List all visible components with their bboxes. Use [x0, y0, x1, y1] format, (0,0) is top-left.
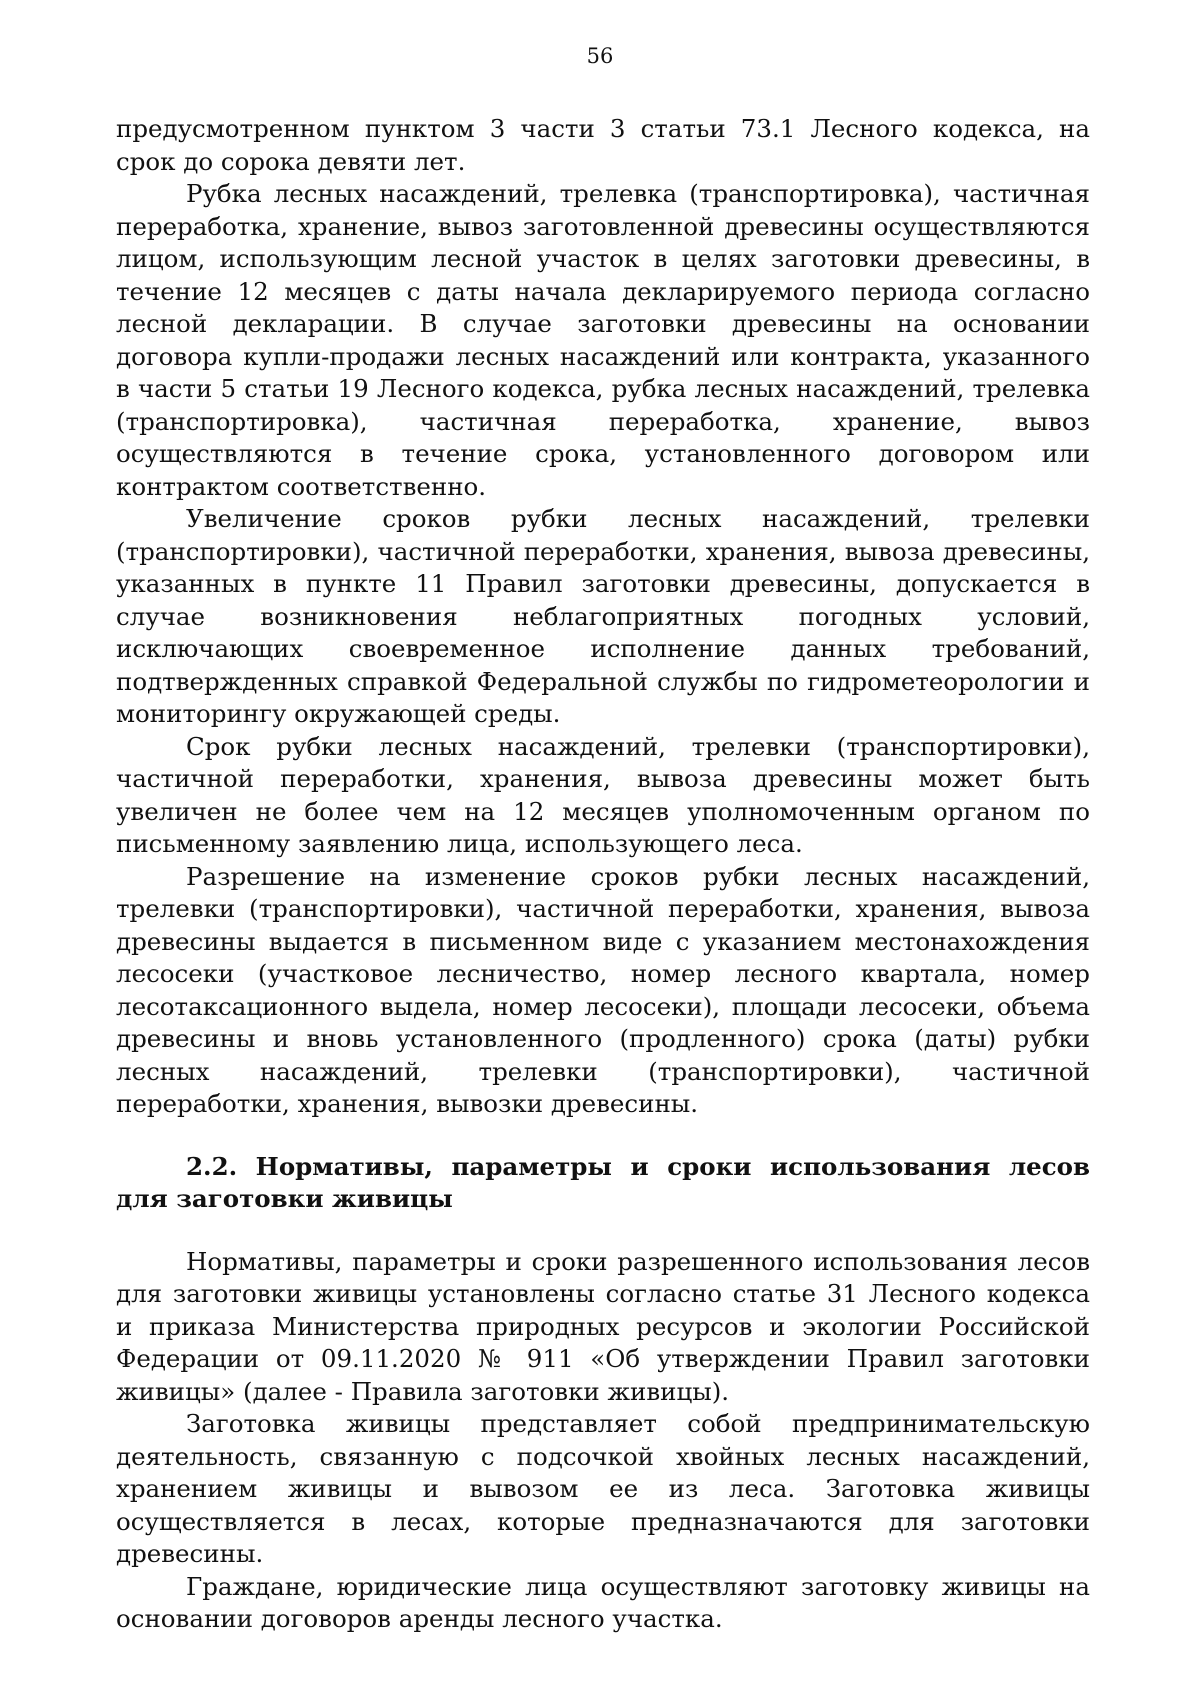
- paragraph-resin-definition: Заготовка живицы представляет собой предпринимательскую деятельность, связанную с подсочкой хвойных лесных насаждений, хранением живицы и вывозом ее из леса. Заготовка живицы осуществляется в лесах, которые предназначаются для заготовки древесины.: [116, 1409, 1090, 1568]
- paragraph-continuation: предусмотренном пунктом 3 части 3 статьи 73.1 Лесного кодекса, на срок до сорока девяти лет.: [116, 114, 1090, 176]
- paragraph-term-extension-limit: Срок рубки лесных насаждений, трелевки (транспортировки), частичной переработки, хранения, вывоза древесины может быть увеличен не более чем на 12 месяцев уполномоченным органом по письменному заявлению лица, использующего леса.: [116, 731, 1090, 858]
- paragraph-felling-terms: Рубка лесных насаждений, трелевка (транспортировка), частичная переработка, хранение, вывоз заготовленной древесины осуществляются лицом, использующим лесной участок в целях заготовки древесины, в течение 12 месяцев с даты начала декларируемого периода согласно лесной декларации. В случае заготовки древесины на основании договора купли-продажи лесных насаждений или контракта, указанного в части 5 статьи 19 Лесного кодекса, рубка лесных насаждений, трелевка (транспортировка), частичная переработка, хранение, вывоз осуществляются в течение срока, установленного договором или контрактом соответственно.: [116, 179, 1090, 501]
- document-body: [116, 113, 1090, 1636]
- paragraph-term-change-permit: Разрешение на изменение сроков рубки лесных насаждений, трелевки (транспортировки), частичной переработки, хранения, вывоза древесины выдается в письменном виде с указанием местонахождения лесосеки (участковое лесничество, номер лесного квартала, номер лесотаксационного выдела, номер лесосеки), площади лесосеки, объема древесины и вновь установленного (продленного) срока (даты) рубки лесных насаждений, трелевки (транспортировки), частичной переработки, хранения, вывозки древесины.: [116, 861, 1090, 1118]
- paragraph-term-extension-conditions: Увеличение сроков рубки лесных насаждений, трелевки (транспортировки), частичной переработки, хранения, вывоза древесины, указанных в пункте 11 Правил заготовки древесины, допускается в случае возникновения неблагоприятных погодных условий, исключающих своевременное исполнение данных требований, подтвержденных справкой Федеральной службы по гидрометеорологии и мониторингу окружающей среды.: [116, 504, 1090, 728]
- paragraph-resin-norms: Нормативы, параметры и сроки разрешенного использования лесов для заготовки живицы установлены согласно статье 31 Лесного кодекса и приказа Министерства природных ресурсов и экологии Российской Федерации от 09.11.2020 № 911 «Об утверждении Правил заготовки живицы» (далее - Правила заготовки живицы).: [116, 1246, 1090, 1406]
- page-number: 56: [586, 44, 614, 68]
- paragraph-resin-lease: Граждане, юридические лица осуществляют заготовку живицы на основании договоров аренды лесного участка.: [116, 1571, 1090, 1633]
- section-heading: 2.2. Нормативы, параметры и сроки использования лесов для заготовки живицы: [116, 1151, 1090, 1213]
